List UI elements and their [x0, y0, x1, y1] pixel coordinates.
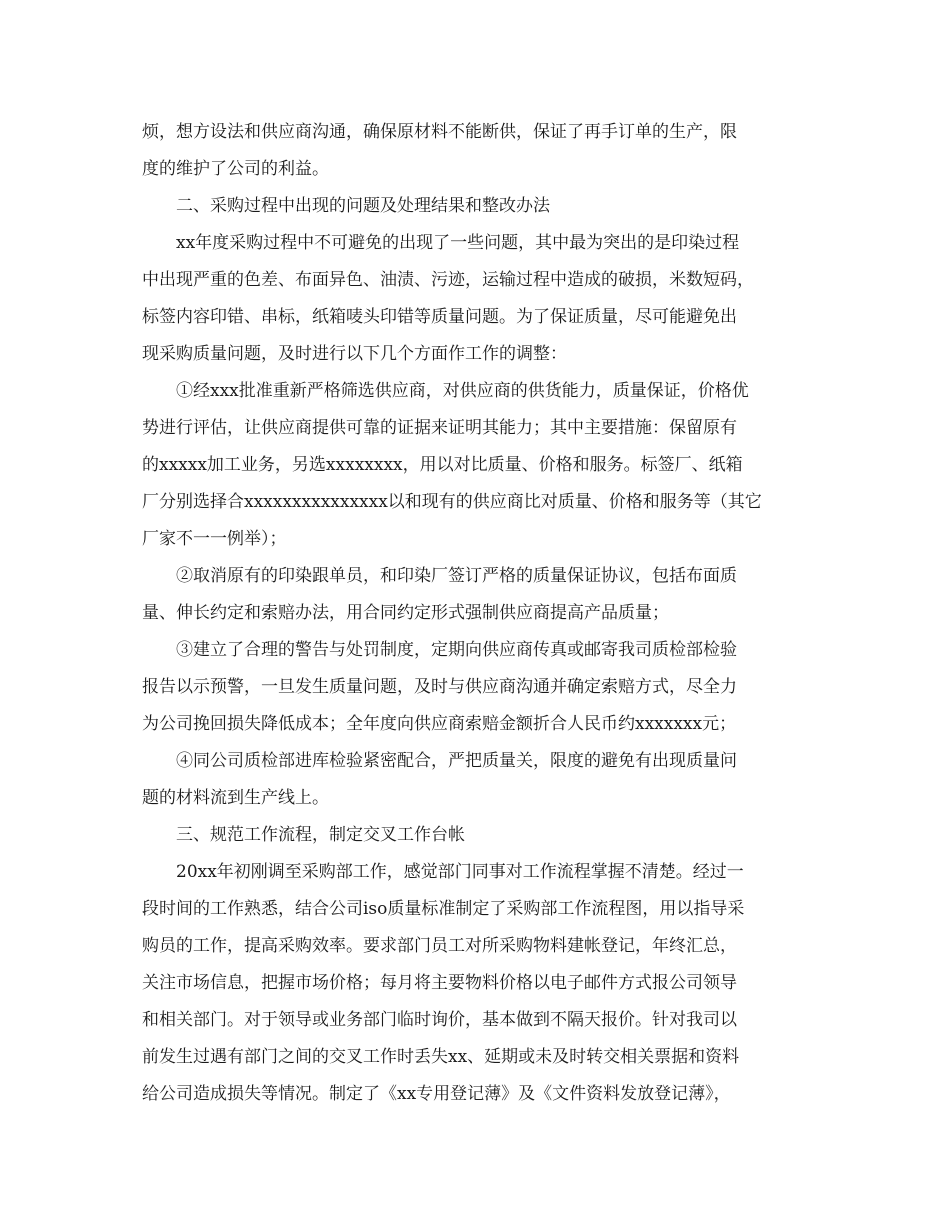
text-line: 二、采购过程中出现的问题及处理结果和整改办法 — [176, 196, 550, 216]
text-line: ④同公司质检部进库检验紧密配合，严把质量关，限度的避免有出现质量问 — [176, 751, 737, 771]
text-line: 中出现严重的色差、布面异色、油渍、污迹，运输过程中造成的破损，米数短码， — [142, 270, 754, 290]
text-line: 题的材料流到生产线上。 — [142, 788, 329, 808]
text-line: 标签内容印错、串标，纸箱唛头印错等质量问题。为了保证质量，尽可能避免出 — [142, 307, 737, 327]
text-line: ③建立了合理的警告与处罚制度，定期向供应商传真或邮寄我司质检部检验 — [176, 640, 737, 660]
text-line: 报告以示预警，一旦发生质量问题，及时与供应商沟通并确定索赔方式，尽全力 — [142, 677, 737, 697]
text-line: ①经xxx批准重新严格筛选供应商，对供应商的供货能力，质量保证，价格优 — [176, 381, 749, 401]
text-line: 段时间的工作熟悉，结合公司iso质量标准制定了采购部工作流程图，用以指导采 — [142, 899, 745, 919]
text-line: 三、规范工作流程，制定交叉工作台帐 — [176, 825, 465, 845]
text-line: xx年度采购过程中不可避免的出现了一些问题，其中最为突出的是印染过程 — [176, 233, 740, 253]
text-line: 前发生过遇有部门之间的交叉工作时丢失xx、延期或未及时转交相关票据和资料 — [142, 1047, 740, 1067]
text-line: 厂家不一一例举）； — [142, 529, 287, 549]
text-line: 给公司造成损失等情况。制定了《xx专用登记薄》及《文件资料发放登记薄》， — [142, 1084, 731, 1104]
text-line: 现采购质量问题，及时进行以下几个方面作工作的调整： — [142, 344, 567, 364]
text-line: 购员的工作，提高采购效率。要求部门员工对所采购物料建帐登记，年终汇总， — [142, 936, 737, 956]
text-line: 度的维护了公司的利益。 — [142, 159, 329, 179]
text-line: 厂分别选择合xxxxxxxxxxxxxxx以和现有的供应商比对质量、价格和服务等（其它 — [142, 492, 762, 512]
body-text — [142, 114, 808, 1113]
text-line: 势进行评估，让供应商提供可靠的证据来证明其能力；其中主要措施：保留原有 — [142, 418, 737, 438]
text-line: 关注市场信息，把握市场价格；每月将主要物料价格以电子邮件方式报公司领导 — [142, 973, 737, 993]
text-line: 为公司挽回损失降低成本；全年度向供应商索赔金额折合人民币约xxxxxxx元； — [142, 714, 737, 734]
text-line: 烦，想方设法和供应商沟通，确保原材料不能断供，保证了再手订单的生产，限 — [142, 122, 737, 142]
text-line: 20xx年初刚调至采购部工作，感觉部门同事对工作流程掌握不清楚。经过一 — [176, 862, 744, 882]
text-line: 量、伸长约定和索赔办法，用合同约定形式强制供应商提高产品质量； — [142, 603, 669, 623]
text-line: ②取消原有的印染跟单员，和印染厂签订严格的质量保证协议，包括布面质 — [176, 566, 737, 586]
text-line: 和相关部门。对于领导或业务部门临时询价，基本做到不隔天报价。针对我司以 — [142, 1010, 737, 1030]
text-line: 的xxxxx加工业务，另选xxxxxxxx，用以对比质量、价格和服务。标签厂、纸箱 — [142, 455, 743, 475]
